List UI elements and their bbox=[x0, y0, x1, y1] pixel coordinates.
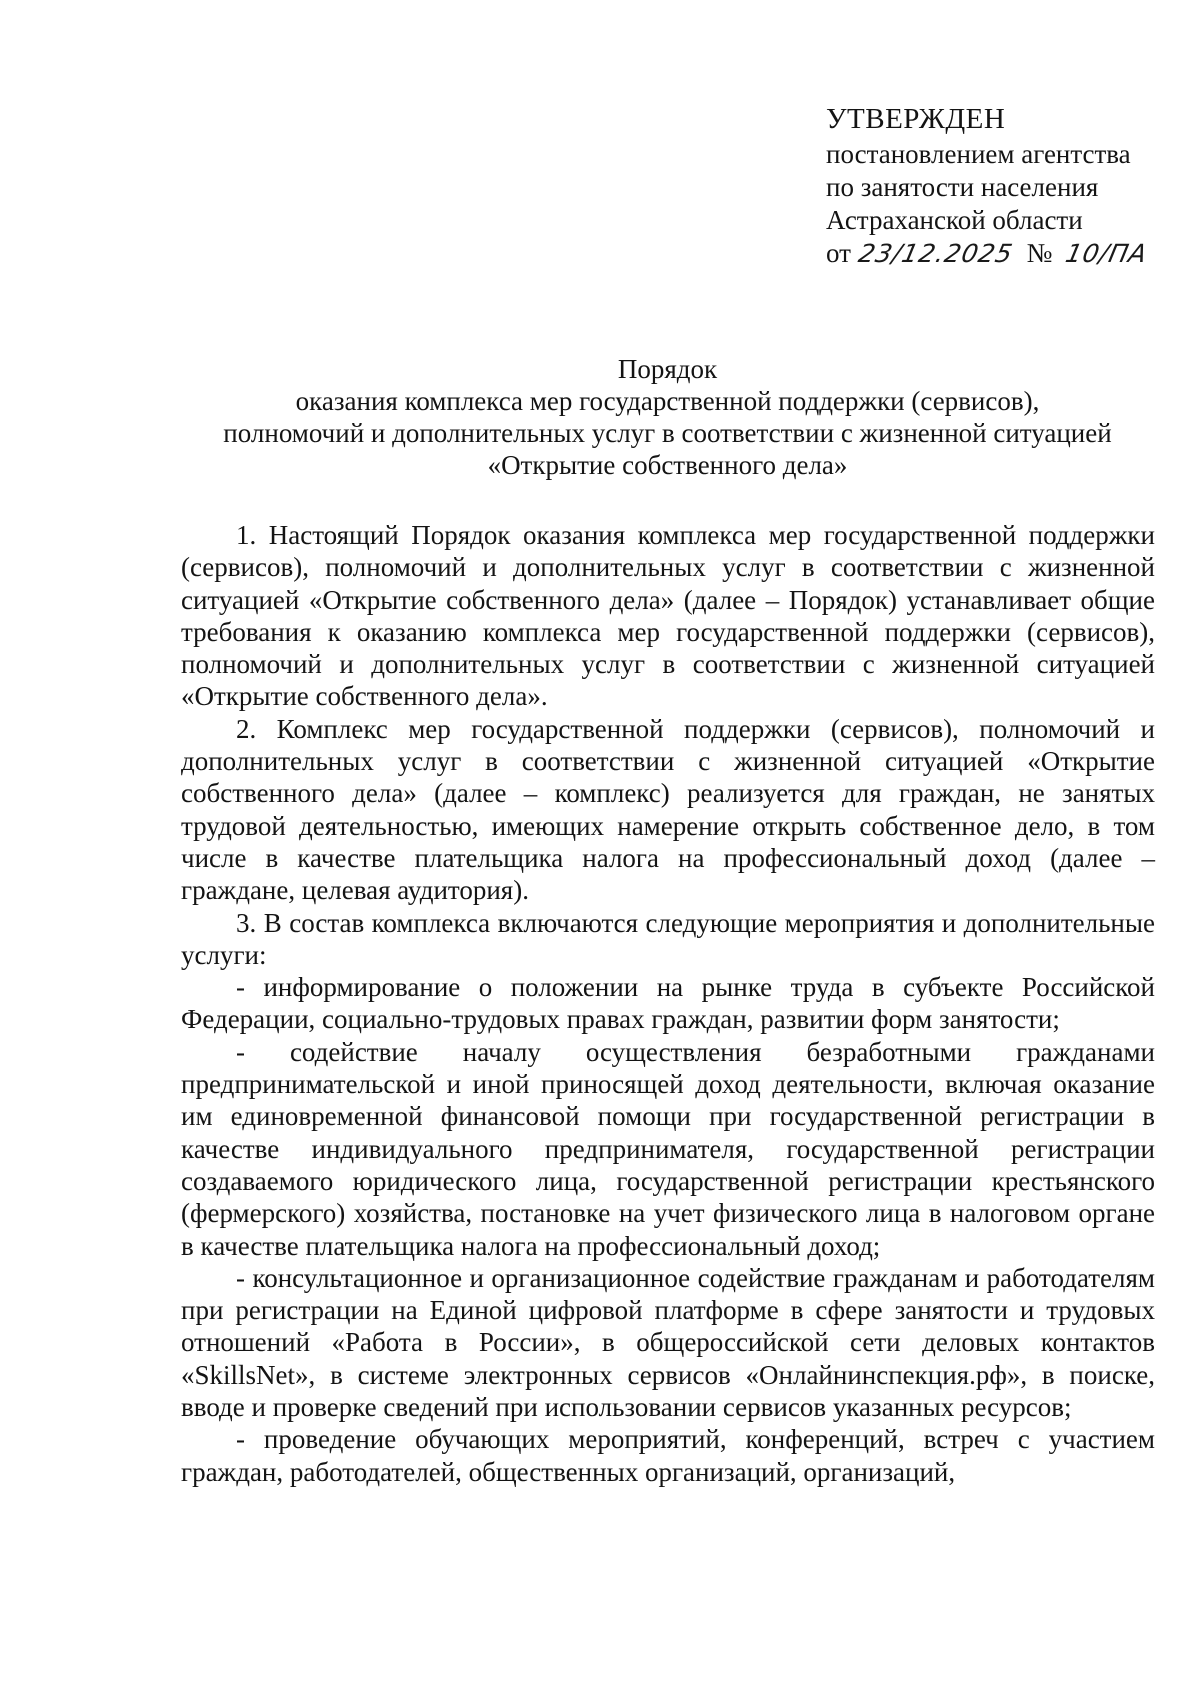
approval-line-3: Астраханской области bbox=[826, 205, 1083, 235]
title-line-1: оказания комплекса мер государственной поддержки (сервисов), bbox=[295, 386, 1040, 416]
list-item-business-start-assistance: - содействие началу осуществления безработными гражданами предпринимательской и иной приносящей доход деятельности, включая оказание им единовременной финансовой помощи при государственной регистрации в качестве индивидуального предпринимателя, государственной регистрации создаваемого юридического лица, государственной регистрации крестьянского (фермерского) хозяйства, постановке на учет физического лица в налоговом органе в качестве плательщика налога на профессиональный доход; bbox=[181, 1036, 1155, 1261]
paragraph-3: 3. В состав комплекса включаются следующие мероприятия и дополнительные услуги: bbox=[181, 907, 1155, 970]
title-line-2: полномочий и дополнительных услуг в соответствии с жизненной ситуацией bbox=[223, 418, 1112, 448]
approval-stamp-block bbox=[826, 100, 1156, 270]
number-sign: № bbox=[1026, 238, 1053, 268]
paragraph-1: 1. Настоящий Порядок оказания комплекса мер государственной поддержки (сервисов), полномочий и дополнительных услуг в соответствии с жизненной ситуацией «Открытие собственного дела» (далее – Порядок) устанавливает общие требования к оказанию комплекса мер государственной поддержки (сервисов), полномочий и дополнительных услуг в соответствии с жизненной ситуацией «Открытие собственного дела». bbox=[181, 520, 1155, 712]
approval-line-1: постановлением агентства bbox=[826, 139, 1131, 169]
approval-line-2: по занятости населения bbox=[826, 172, 1099, 202]
handwritten-number: 10/ПА bbox=[1063, 239, 1151, 268]
document-body bbox=[181, 519, 1155, 1488]
title-heading: Порядок bbox=[617, 354, 718, 384]
approval-date-line bbox=[826, 237, 1156, 270]
paragraph-2: 2. Комплекс мер государственной поддержки (сервисов), полномочий и дополнительных услуг в соответствии с жизненной ситуацией «Открытие собственного дела» (далее – комплекс) реализуется для граждан, не занятых трудовой деятельностью, имеющих намерение открыть собственное дело, в том числе в качестве плательщика налога на профессиональный доход (далее – граждане, целевая аудитория). bbox=[181, 713, 1155, 906]
document-title bbox=[180, 353, 1155, 481]
list-item-training-events: - проведение обучающих мероприятий, конференций, встреч с участием граждан, работодателей, общественных организаций, организаций, bbox=[181, 1424, 1155, 1487]
approved-label: УТВЕРЖДЕН bbox=[826, 103, 1006, 135]
handwritten-date: 23/12.2025 bbox=[855, 239, 1016, 268]
title-line-3: «Открытие собственного дела» bbox=[487, 450, 848, 480]
list-item-consulting-registration: - консультационное и организационное содействие гражданам и работодателям при регистрации на Единой цифровой платформе в сфере занятости и трудовых отношений «Работа в России», в общероссийской сети деловых контактов «SkillsNet», в системе электронных сервисов «Онлайнинспекция.рф», в поиске, вводе и проверке сведений при использовании сервисов указанных ресурсов; bbox=[181, 1262, 1155, 1423]
date-prefix: от bbox=[826, 238, 851, 268]
list-item-informing: - информирование о положении на рынке труда в субъекте Российской Федерации, социально-трудовых правах граждан, развитии форм занятости; bbox=[181, 972, 1155, 1035]
